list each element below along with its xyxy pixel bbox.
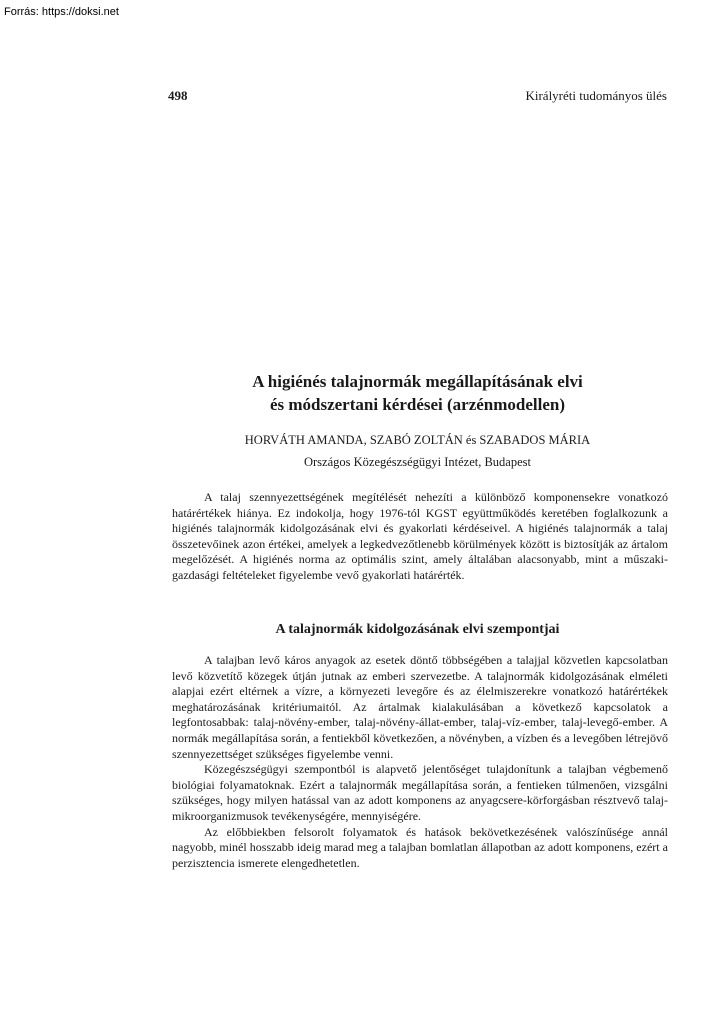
abstract-paragraph: A talaj szennyezettségének megítélését nehezíti a különböző komponensekre vonatkozó határértékek hiánya. Ez indokolja, hogy 1976-tól KGST együttműködés keretében foglalkozunk a higiénés talajnormák kidolgozásának elvi és gyakorlati kérdéseivel. A higiénés talajnormák a talaj összetevőinek azon értékei, amelyek a legkedvezőtlenebb körülmények között is biztosítják az ártalom megelőzését. A higiénés norma az optimális szint, amely általában alacsonyabb, mint a műszaki-gazdasági feltételeket figyelembe vevő gyakorlati határérték.	[172, 490, 668, 582]
body-text	[172, 653, 668, 871]
body-paragraph: A talajban levő káros anyagok az esetek döntő többségében a talajjal közvetlen kapcsolatban levő közvetítő közegek útján jutnak az emberi szervezetbe. A talajnormák kidolgozásának elméleti alapjai ezért eltérnek a vízre, a környezeti levegőre és az élelmiszerekre vonatkozó határértékek meghatározásának kritériumaitól. Az ártalmak kialakulásában a következő kapcsolatok a legfontosabbak: talaj-növény-ember, talaj-növény-állat-ember, talaj-víz-ember, talaj-levegő-ember. A normák megállapítása során, a fentiekből következően, a növényben, a vízben és a levegőben létrejövő szennyezettséget szükséges figyelembe venni.	[172, 653, 668, 761]
page-number: 498	[168, 88, 188, 103]
source-label: Forrás: https://doksi.net	[4, 6, 119, 18]
abstract	[172, 490, 668, 584]
running-head: Királyréti tudományos ülés	[525, 88, 667, 103]
section-heading: A talajnormák kidolgozásának elvi szempontjai	[275, 622, 560, 637]
title-line-2: és módszertani kérdései (arzénmodellen)	[269, 395, 566, 414]
article-title	[160, 370, 675, 416]
body-paragraph: Közegészségügyi szempontból is alapvető jelentőséget tulajdonítunk a talajban végbemenő biológiai folyamatoknak. Ezért a talajnormák megállapítása során, a fentieken túlmenően, vizsgálni szükséges, hogy milyen hatással van az adott komponens az anyagcsere-körforgásban résztvevő talaj-mikroorganizmusok tevékenységére, mennyiségére.	[172, 762, 668, 823]
authors: HORVÁTH AMANDA, SZABÓ ZOLTÁN és SZABADOS MÁRIA	[244, 433, 591, 447]
affiliation: Országos Közegészségügyi Intézet, Budapest	[303, 455, 531, 469]
title-line-1: A higiénés talajnormák megállapításának elvi	[252, 372, 583, 391]
body-paragraph: Az előbbiekben felsorolt folyamatok és hatások bekövetkezésének valószínűsége annál nagyobb, minél hosszabb ideig marad meg a talajban bomlatlan állapotban az adott komponens, ezért a perzisztencia ismerete elengedhetetlen.	[172, 824, 668, 870]
